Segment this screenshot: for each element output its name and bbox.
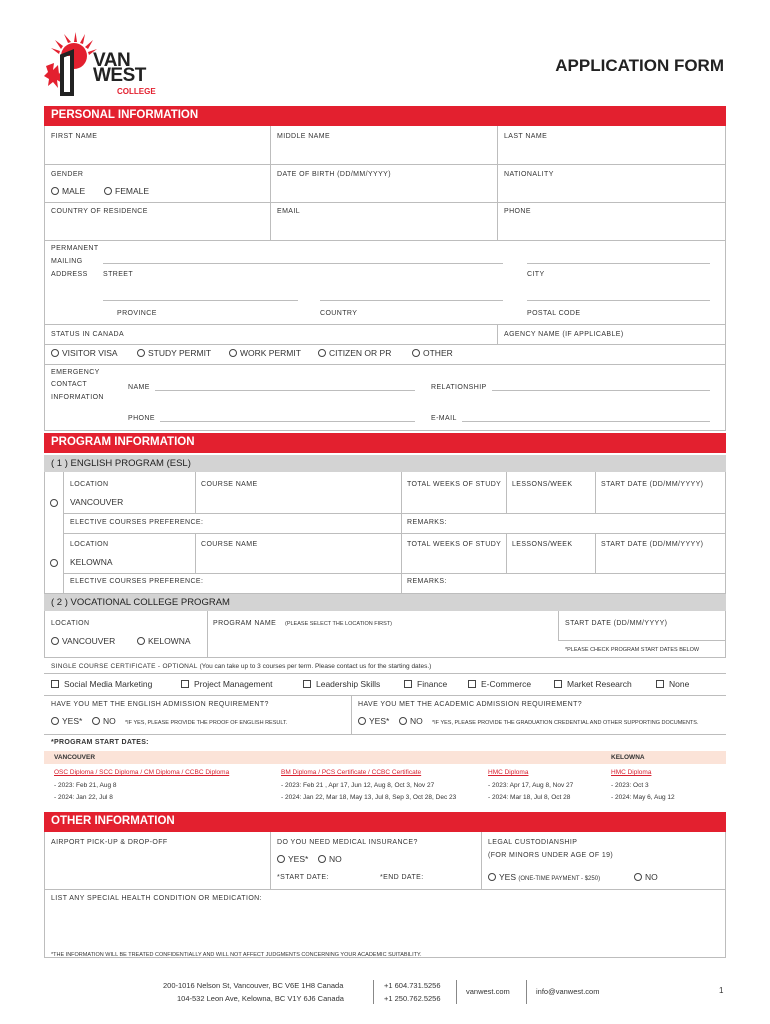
radio-icon	[51, 349, 59, 357]
no-label: NO	[329, 854, 342, 864]
insurance-end-label: *END DATE:	[380, 874, 424, 881]
middle-name-field[interactable]	[271, 143, 496, 163]
province-label: PROVINCE	[117, 310, 157, 317]
radio-icon	[51, 187, 59, 195]
checkbox-icon	[303, 680, 311, 688]
no-label: NO	[103, 716, 116, 726]
checkbox-icon	[656, 680, 664, 688]
radio-icon	[229, 349, 237, 357]
esl-total-weeks-label-2: TOTAL WEEKS OF STUDY	[407, 541, 502, 548]
insurance-no-radio[interactable]	[318, 854, 342, 864]
voc-start-label: START DATE (DD/MM/YYYY)	[565, 620, 668, 627]
course-project-mgmt-checkbox[interactable]	[181, 679, 272, 689]
sched-hmc-kel-2023: - 2023: Oct 3	[611, 782, 649, 789]
first-name-label: FIRST NAME	[51, 133, 98, 140]
course-label: E-Commerce	[481, 679, 532, 689]
address-label: ADDRESS	[51, 271, 88, 278]
radio-icon	[318, 349, 326, 357]
province-line[interactable]	[103, 300, 298, 301]
status-option-label: VISITOR VISA	[62, 348, 118, 358]
logo	[44, 30, 174, 100]
sched-osc-2023: - 2023: Feb 21, Aug 8	[54, 782, 117, 789]
course-finance-checkbox[interactable]	[404, 679, 447, 689]
status-option-label: STUDY PERMIT	[148, 348, 212, 358]
country-residence-label: COUNTRY OF RESIDENCE	[51, 208, 148, 215]
check-dates-note: *PLEASE CHECK PROGRAM START DATES BELOW	[565, 647, 700, 653]
voc-location-label: LOCATION	[51, 620, 90, 627]
course-label: Market Research	[567, 679, 632, 689]
checkbox-icon	[468, 680, 476, 688]
sched-hmc-van-title: HMC Diploma	[488, 769, 529, 776]
relationship-line[interactable]	[492, 390, 710, 391]
course-label: Leadership Skills	[316, 679, 381, 689]
course-market-research-checkbox[interactable]	[554, 679, 632, 689]
voc-vancouver-label: VANCOUVER	[62, 636, 116, 646]
permanent-label: PERMANENT	[51, 245, 99, 252]
course-label: None	[669, 679, 690, 689]
gender-female-radio[interactable]	[104, 186, 149, 196]
schedule-vancouver-label: VANCOUVER	[54, 754, 96, 761]
sched-bm-2024: - 2024: Jan 22, Mar 18, May 13, Jul 8, Sep 3, Oct 28, Dec 23	[281, 794, 457, 801]
course-label: Project Management	[194, 679, 273, 689]
yes-label: YES*	[288, 854, 309, 864]
personal-section-header: PERSONAL INFORMATION	[44, 106, 726, 126]
radio-icon	[92, 717, 100, 725]
emergency-name-line[interactable]	[155, 390, 415, 391]
gender-male-radio[interactable]	[51, 186, 85, 196]
esl-total-weeks-label: TOTAL WEEKS OF STUDY	[407, 481, 502, 488]
footer-phone-2: +1 250.762.5256	[384, 994, 441, 1003]
agency-label: AGENCY NAME (IF APPLICABLE)	[504, 331, 624, 338]
dob-label: DATE OF BIRTH (DD/MM/YYYY)	[277, 171, 391, 178]
street-label: STREET	[103, 271, 134, 278]
payment-note: (ONE-TIME PAYMENT - $250)	[518, 876, 601, 882]
logo-van: VAN	[93, 50, 131, 71]
status-canada-label: STATUS IN CANADA	[51, 331, 125, 338]
radio-icon	[399, 717, 407, 725]
status-option-label: OTHER	[423, 348, 453, 358]
esl-kelowna-radio[interactable]	[50, 558, 61, 568]
sched-osc-2024: - 2024: Jan 22, Jul 8	[54, 794, 113, 801]
voc-vancouver-radio[interactable]	[51, 636, 115, 646]
health-label: LIST ANY SPECIAL HEALTH CONDITION OR MEDICATION:	[51, 895, 262, 902]
city-label: CITY	[527, 271, 545, 278]
page-number: 1	[719, 986, 724, 995]
airport-label: AIRPORT PICK-UP & DROP-OFF	[51, 839, 168, 846]
checkbox-icon	[181, 680, 189, 688]
no-label: NO	[410, 716, 423, 726]
radio-icon	[277, 855, 285, 863]
minors-label: (FOR MINORS UNDER AGE OF 19)	[488, 852, 614, 859]
radio-icon	[412, 349, 420, 357]
male-label: MALE	[62, 186, 86, 196]
footer-address-1: 200-1016 Nelson St, Vancouver, BC V6E 1H8 Canada	[163, 981, 344, 990]
program-section-header: PROGRAM INFORMATION	[44, 433, 726, 453]
postal-label: POSTAL CODE	[527, 310, 581, 317]
no-label: NO	[645, 872, 658, 882]
health-field[interactable]	[45, 906, 725, 946]
country-label: COUNTRY	[320, 310, 358, 317]
radio-icon	[137, 637, 145, 645]
schedule-kelowna-label: KELOWNA	[611, 754, 645, 761]
esl-elective-label: ELECTIVE COURSES PREFERENCE:	[70, 519, 204, 526]
course-label: Finance	[417, 679, 448, 689]
esl-remarks-label: REMARKS:	[407, 519, 447, 526]
esl-kelowna-label: KELOWNA	[70, 557, 113, 567]
phone-label: PHONE	[504, 208, 531, 215]
vocational-header: ( 2 ) VOCATIONAL COLLEGE PROGRAM	[44, 594, 726, 611]
emergency-label: EMERGENCY	[51, 369, 100, 376]
radio-icon	[318, 855, 326, 863]
other-section-header: OTHER INFORMATION	[44, 812, 726, 832]
voc-program-note: (PLEASE SELECT THE LOCATION FIRST)	[285, 621, 392, 627]
esl-lessons-label: LESSONS/WEEK	[512, 481, 573, 488]
esl-course-name-label-2: COURSE NAME	[201, 541, 258, 548]
status-study-radio[interactable]	[137, 348, 211, 358]
course-ecommerce-checkbox[interactable]	[468, 679, 531, 689]
emergency-name-label: NAME	[128, 384, 150, 391]
esl-course-name-label: COURSE NAME	[201, 481, 258, 488]
relationship-label: RELATIONSHIP	[431, 384, 487, 391]
yes-label: YES	[499, 872, 517, 882]
sched-hmc-van-2024: - 2024: Mar 18, Jul 8, Oct 28	[488, 794, 571, 801]
sched-hmc-van-2023: - 2023: Apr 17, Aug 8, Nov 27	[488, 782, 574, 789]
email-field[interactable]	[271, 218, 496, 238]
sched-hmc-kel-2024: - 2024: May 6, Aug 12	[611, 794, 675, 801]
voc-program-name-label: PROGRAM NAME	[213, 620, 277, 627]
esl-location-label-2: LOCATION	[70, 541, 109, 548]
status-work-radio[interactable]	[229, 348, 301, 358]
footer-address-2: 104-532 Leon Ave, Kelowna, BC V1Y 6J6 Canada	[177, 994, 344, 1003]
checkbox-icon	[404, 680, 412, 688]
female-label: FEMALE	[115, 186, 150, 196]
information-label: INFORMATION	[51, 394, 104, 401]
status-citizen-radio[interactable]	[318, 348, 391, 358]
single-course-note: (You can take up to 3 courses per term. Please contact us for the starting dates.)	[199, 663, 432, 670]
status-option-label: CITIZEN OR PR	[329, 348, 392, 358]
single-course-line	[51, 663, 431, 670]
yes-label: YES*	[369, 716, 390, 726]
radio-icon	[358, 717, 366, 725]
esl-vancouver-radio[interactable]	[50, 498, 61, 508]
footer-phone-1: +1 604.731.5256	[384, 981, 441, 990]
radio-icon	[634, 873, 642, 881]
english-req-label: HAVE YOU MET THE ENGLISH ADMISSION REQUIREMENT?	[51, 701, 269, 708]
custodianship-yes-radio[interactable]	[488, 872, 600, 882]
confidential-note: *THE INFORMATION WILL BE TREATED CONFIDENTIALLY AND WILL NOT AFFECT JUDGMENTS CONCERNING YOUR ACADEMIC SUITABILITY.	[51, 952, 422, 958]
contact-label: CONTACT	[51, 381, 88, 388]
first-name-field[interactable]	[45, 143, 269, 163]
last-name-field[interactable]	[498, 143, 725, 163]
logo-college: COLLEGE	[117, 87, 156, 96]
insurance-label: DO YOU NEED MEDICAL INSURANCE?	[277, 839, 418, 846]
radio-icon	[104, 187, 112, 195]
sched-osc-title: OSC Diploma / SCC Diploma / CM Diploma / CCBC Diploma	[54, 769, 230, 776]
middle-name-label: MIDDLE NAME	[277, 133, 331, 140]
english-no-radio[interactable]	[92, 716, 116, 726]
course-leadership-checkbox[interactable]	[303, 679, 380, 689]
english-note: *IF YES, PLEASE PROVIDE THE PROOF OF ENGLISH RESULT.	[125, 720, 288, 726]
emergency-email-line[interactable]	[462, 421, 710, 422]
email-label: EMAIL	[277, 208, 301, 215]
academic-note: *IF YES, PLEASE PROVIDE THE GRADUATION CREDENTIAL AND OTHER SUPPORTING DOCUMENTS.	[432, 720, 699, 726]
street-line[interactable]	[103, 263, 503, 264]
yes-label: YES*	[62, 716, 83, 726]
logo-west: WEST	[93, 65, 146, 86]
last-name-label: LAST NAME	[504, 133, 548, 140]
academic-yes-radio[interactable]	[358, 716, 389, 726]
status-other-radio[interactable]	[412, 348, 453, 358]
radio-icon	[50, 499, 58, 507]
city-line[interactable]	[527, 263, 710, 264]
mailing-label: MAILING	[51, 258, 83, 265]
esl-remarks-label-2: REMARKS:	[407, 578, 447, 585]
esl-location-label: LOCATION	[70, 481, 109, 488]
esl-start-label-2: START DATE (DD/MM/YYYY)	[601, 541, 704, 548]
start-dates-title: *PROGRAM START DATES:	[51, 739, 149, 746]
footer-email-link[interactable]: info@vanwest.com	[536, 987, 600, 996]
academic-no-radio[interactable]	[399, 716, 423, 726]
insurance-start-label: *START DATE:	[277, 874, 329, 881]
esl-lessons-label-2: LESSONS/WEEK	[512, 541, 573, 548]
sched-hmc-kel-title: HMC Diploma	[611, 769, 652, 776]
radio-icon	[50, 559, 58, 567]
sched-bm-2023: - 2023: Feb 21 , Apr 17, Jun 12, Aug 8, Oct 3, Nov 27	[281, 782, 435, 789]
custodianship-no-radio[interactable]	[634, 872, 658, 882]
esl-start-label: START DATE (DD/MM/YYYY)	[601, 481, 704, 488]
emergency-phone-line[interactable]	[160, 421, 415, 422]
status-visitor-radio[interactable]	[51, 348, 118, 358]
radio-icon	[51, 717, 59, 725]
footer-website-link[interactable]: vanwest.com	[466, 987, 510, 996]
gender-label: GENDER	[51, 171, 84, 178]
esl-elective-label-2: ELECTIVE COURSES PREFERENCE:	[70, 578, 204, 585]
checkbox-icon	[554, 680, 562, 688]
academic-req-label: HAVE YOU MET THE ACADEMIC ADMISSION REQUIREMENT?	[358, 701, 583, 708]
form-title: APPLICATION FORM	[555, 56, 724, 75]
emergency-phone-label: PHONE	[128, 415, 155, 422]
sched-bm-title: BM Diploma / PCS Certificate / CCBC Certificate	[281, 769, 422, 776]
voc-kelowna-radio[interactable]	[137, 636, 191, 646]
country-line[interactable]	[320, 300, 503, 301]
esl-header: ( 1 ) ENGLISH PROGRAM (ESL)	[44, 455, 726, 472]
single-course-label: SINGLE COURSE CERTIFICATE - OPTIONAL	[51, 663, 198, 670]
checkbox-icon	[51, 680, 59, 688]
course-none-checkbox[interactable]	[656, 679, 689, 689]
radio-icon	[137, 349, 145, 357]
course-label: Social Media Marketing	[64, 679, 153, 689]
status-option-label: WORK PERMIT	[240, 348, 301, 358]
esl-vancouver-label: VANCOUVER	[70, 497, 124, 507]
radio-icon	[51, 637, 59, 645]
postal-line[interactable]	[527, 300, 710, 301]
voc-kelowna-label: KELOWNA	[148, 636, 191, 646]
radio-icon	[488, 873, 496, 881]
custodianship-label: LEGAL CUSTODIANSHIP	[488, 839, 578, 846]
insurance-yes-radio[interactable]	[277, 854, 308, 864]
nationality-label: NATIONALITY	[504, 171, 554, 178]
english-yes-radio[interactable]	[51, 716, 82, 726]
emergency-email-label: E-MAIL	[431, 415, 457, 422]
course-social-media-checkbox[interactable]	[51, 679, 152, 689]
